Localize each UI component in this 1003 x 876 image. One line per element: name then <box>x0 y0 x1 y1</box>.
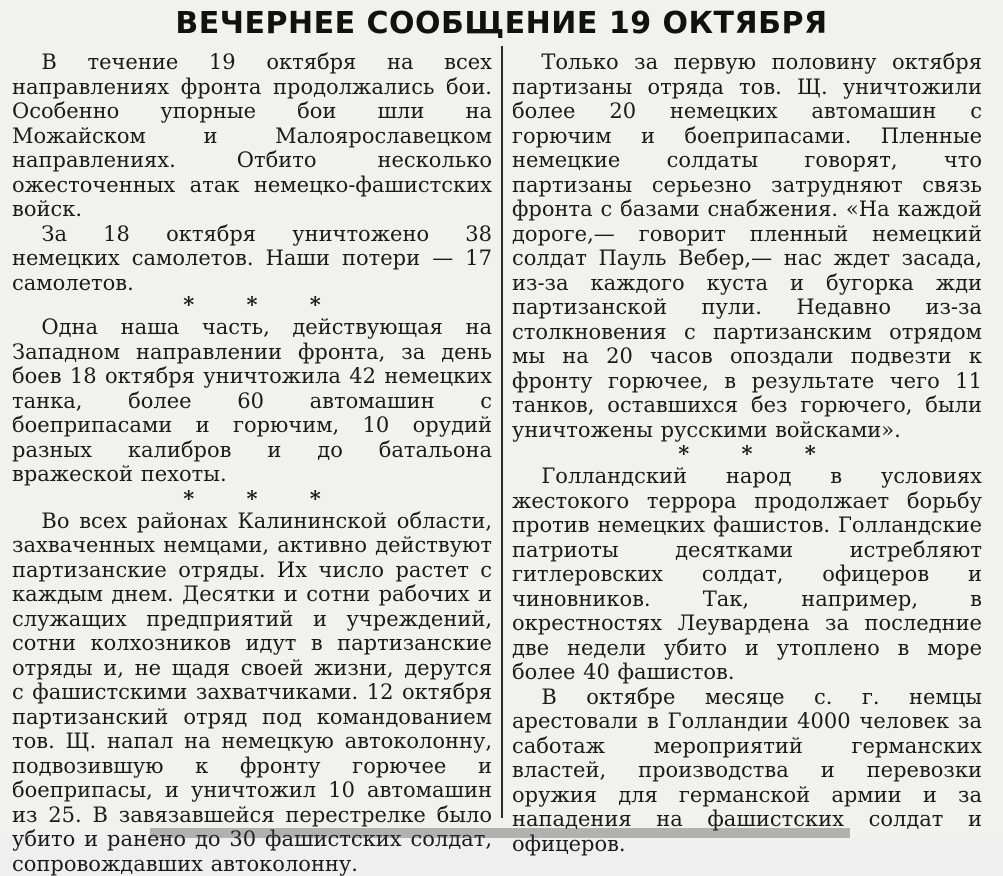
left-paragraph-4: Во всех районах Калининской области, захваченных немцами, активно действуют партизанские отряды. Их число растет с каждым днем. Десятки и сотни рабочих и служащих предприятий и учреждений, сотни колхозников идут в партизанские отряды и, не щадя своей жизни, дерутся с фашистскими захватчиками. 12 октября партизанский отряд под командованием тов. Щ. напал на немецкую автоколонну, подвозившую к фронту горючее и боеприпасы, и уничтожил 10 автомашин из 25. В завязавшейся перестрелке было убито и ранено до 30 фашистских солдат, сопровождавших автоколонну. <box>12 509 492 876</box>
section-separator: * * * <box>512 444 982 464</box>
right-column <box>512 50 982 856</box>
column-divider <box>501 46 503 818</box>
left-column <box>12 50 492 876</box>
cropped-next-headline <box>150 828 850 838</box>
left-paragraph-1: В течение 19 октября на всех направлениях фронта продолжались бои. Особенно упорные бои шли на Можайском и Малоярославецком направлениях. Отбито несколько ожесточенных атак немецко-фашистских войск. <box>12 50 492 222</box>
right-paragraph-3: В октябре месяце с. г. немцы арестовали в Голландии 4000 человек за саботаж мероприятий германских властей, производства и перевозки оружия для германской армии и за нападения на фашистских солдат и офицеров. <box>512 685 982 857</box>
section-separator: * * * <box>12 295 492 315</box>
page-title: ВЕЧЕРНЕЕ СООБЩЕНИЕ 19 ОКТЯБРЯ <box>0 4 1003 44</box>
section-separator: * * * <box>12 489 492 509</box>
right-paragraph-1: Только за первую половину октября партизаны отряда тов. Щ. уничтожили более 20 немецких автомашин с горючим и боеприпасами. Пленные немецкие солдаты говорят, что партизаны серьезно затрудняют связь фронта с базами снабжения. «На каждой дороге,— говорит пленный немецкий солдат Пауль Вебер,— нас ждет засада, из-за каждого куста и бугорка жди партизанской пули. Недавно из-за столкновения с партизанским отрядом мы на 20 часов опоздали подвезти к фронту горючее, в результате чего 11 танков, оставшихся без горючего, были уничтожены русскими войсками». <box>512 50 982 442</box>
right-paragraph-2: Голландский народ в условиях жестокого террора продолжает борьбу против немецких фашистов. Голландские патриоты десятками истребляют гитлеровских солдат, офицеров и чиновников. Так, например, в окрестностях Леувардена за последние две недели убито и утоплено в море более 40 фашистов. <box>512 464 982 685</box>
left-paragraph-2: За 18 октября уничтожено 38 немецких самолетов. Наши потери — 17 самолетов. <box>12 222 492 296</box>
left-paragraph-3: Одна наша часть, действующая на Западном направлении фронта, за день боев 18 октября уничтожила 42 немецких танка, более 60 автомашин с боеприпасами и горючим, 10 орудий разных калибров и до батальона вражеской пехоты. <box>12 315 492 487</box>
